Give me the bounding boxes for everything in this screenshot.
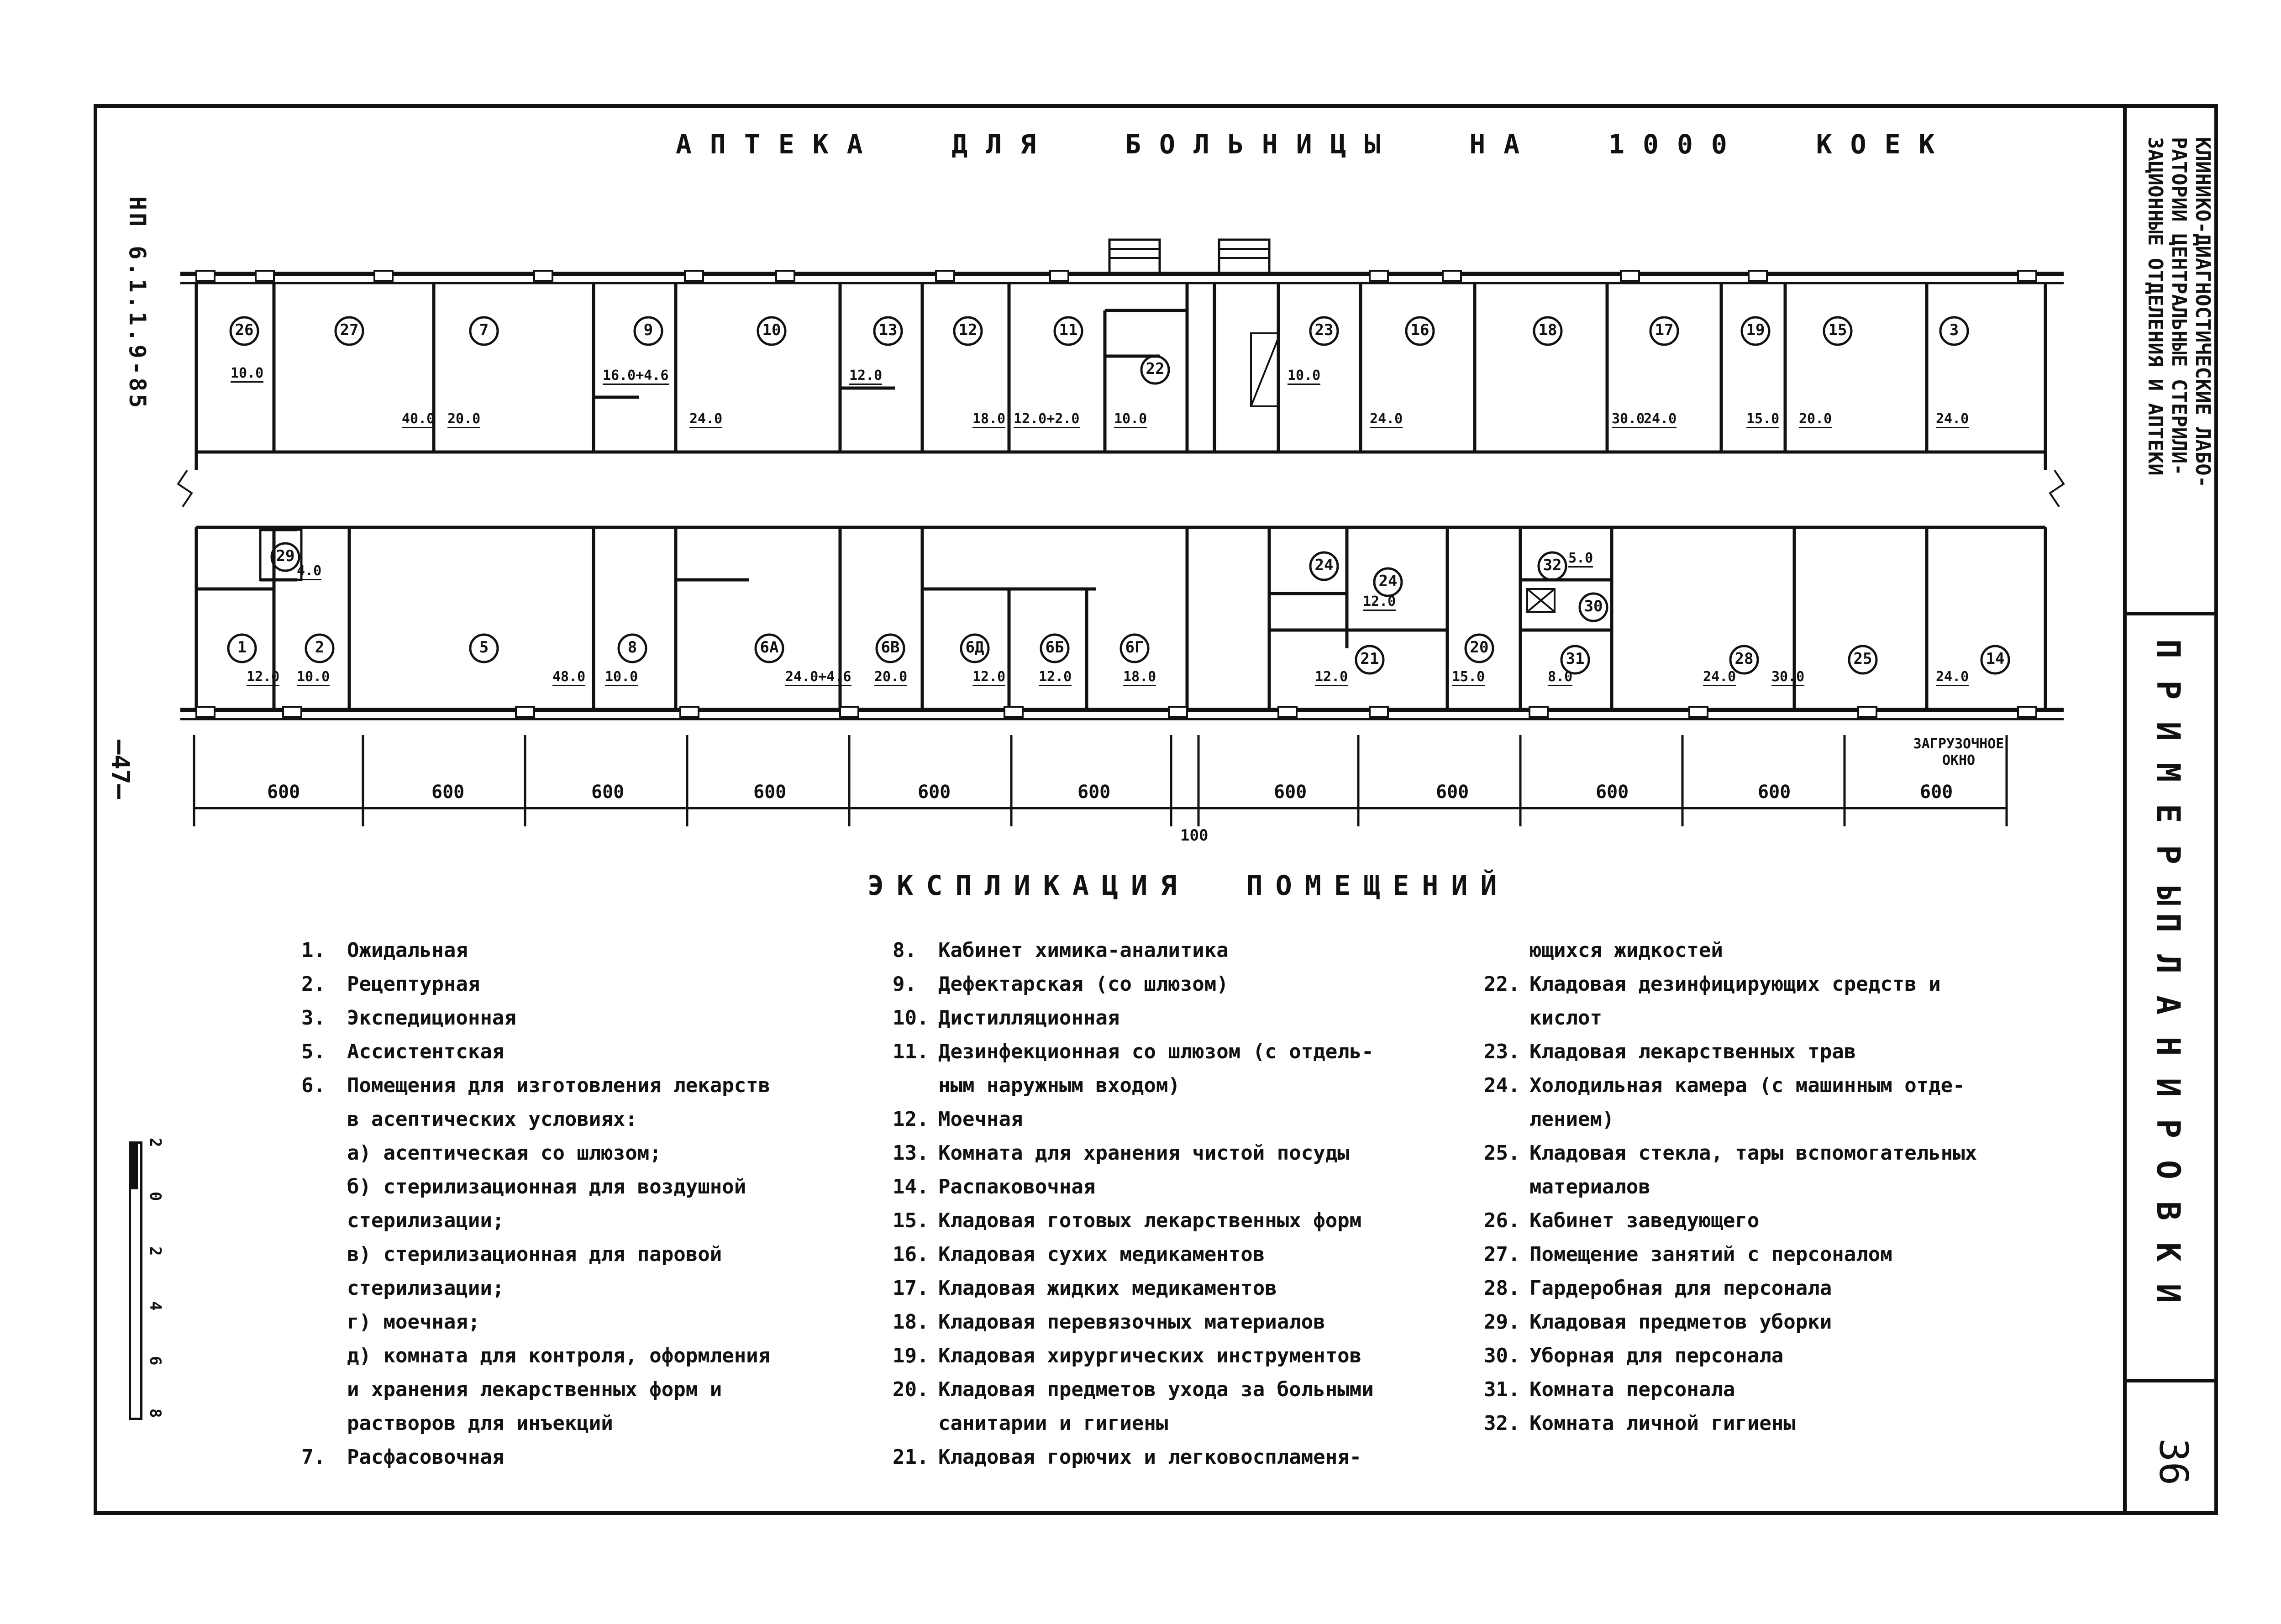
legend-item (1484, 1373, 2100, 1407)
legend-item-text: Уборная для персонала (1529, 1344, 1784, 1367)
room-area: 18.0 (972, 411, 1005, 428)
legend-item-text: Помещения для изготовления лекарств (347, 1074, 771, 1097)
legend-item (893, 934, 1486, 967)
legend-item-number: 21. (893, 1445, 929, 1469)
dimension-label: 600 (431, 782, 465, 803)
room-area: 30.0 (1612, 411, 1645, 428)
legend-item-number: 32. (1484, 1412, 1520, 1435)
room-number: 8 (627, 638, 637, 657)
room-number: 19 (1746, 321, 1765, 339)
legend-item-text: Кладовая перевязочных материалов (938, 1310, 1325, 1334)
legend-item (1484, 1035, 2100, 1069)
legend-item (301, 1339, 895, 1373)
legend-item (301, 1238, 895, 1272)
legend-item-text: в асептических условиях: (347, 1108, 637, 1131)
legend-item-text: Кладовая предметов ухода за больными (938, 1378, 1374, 1401)
legend-item-number: 6. (301, 1074, 326, 1097)
room-area: 8.0 (1548, 669, 1572, 686)
room-area: 10.0 (297, 669, 330, 686)
legend-item-number: 17. (893, 1277, 929, 1300)
legend-item-text: Комната для хранения чистой посуды (938, 1141, 1350, 1165)
room-number: 23 (1314, 321, 1334, 339)
legend-item (893, 1136, 1486, 1170)
legend-item-number: 13. (893, 1141, 929, 1165)
legend-item-number: 20. (893, 1378, 929, 1401)
room-area: 12.0 (247, 669, 279, 686)
legend-item (893, 1035, 1486, 1069)
explication-title: ЭКСПЛИКАЦИЯ ПОМЕЩЕНИЙ (867, 870, 1510, 902)
room-number: 17 (1655, 321, 1674, 339)
room-area: 12.0 (1039, 669, 1072, 686)
dimension-label: 600 (1274, 782, 1307, 803)
legend-item-text: ным наружным входом) (938, 1074, 1180, 1097)
legend-item (893, 1440, 1486, 1474)
legend-item-text: г) моечная; (347, 1310, 480, 1334)
room-area: 24.0 (1644, 411, 1677, 428)
room-area: 12.0 (849, 368, 882, 385)
room-number: 28 (1734, 650, 1754, 668)
legend-item-text: Кладовая сухих медикаментов (938, 1243, 1265, 1266)
room-area: 10.0 (231, 365, 263, 383)
room-area: 16.0+4.6 (603, 368, 669, 385)
legend-item (301, 1407, 895, 1440)
legend-item-text: санитарии и гигиены (938, 1412, 1168, 1435)
legend-item (301, 1136, 895, 1170)
room-number: 29 (276, 547, 295, 565)
room-area: 20.0 (447, 411, 480, 428)
room-number: 14 (1986, 650, 2005, 668)
room-area: 30.0 (1771, 669, 1804, 686)
room-area: 24.0 (1703, 669, 1736, 686)
page-number: 36 (2150, 1438, 2196, 1486)
room-area: 40.0 (402, 411, 435, 428)
legend-item (893, 1407, 1486, 1440)
legend-item (301, 1001, 895, 1035)
legend-item-text: Дистилляционная (938, 1006, 1120, 1030)
legend-item-number: 9. (893, 972, 917, 996)
legend-item (893, 1305, 1486, 1339)
room-number: 6А (760, 638, 779, 657)
legend-item (893, 1001, 1486, 1035)
legend-item-number: 30. (1484, 1344, 1520, 1367)
side-section-examples: ПРИМЕРЫ (2150, 639, 2187, 928)
room-area: 12.0 (1363, 594, 1396, 611)
room-number: 24 (1314, 556, 1334, 574)
legend-item-text: стерилизации; (347, 1209, 505, 1232)
legend-item-text: растворов для инъекций (347, 1412, 613, 1435)
room-area: 20.0 (874, 669, 907, 686)
side-section-plans: ПЛАНИРОВКИ (2150, 913, 2187, 1325)
legend-item (1484, 967, 2100, 1001)
dimension-label: 600 (1436, 782, 1469, 803)
legend-item-text: Кладовая хирургических инструментов (938, 1344, 1362, 1367)
legend-item (1484, 1238, 2100, 1272)
legend-item (301, 1373, 895, 1407)
legend-item-text: Дефектарская (со шлюзом) (938, 972, 1229, 996)
room-area: 24.0+4.6 (785, 669, 851, 686)
legend-item (301, 1069, 895, 1103)
legend-item (1484, 1305, 2100, 1339)
legend-item-number: 5. (301, 1040, 326, 1063)
scale-label: 2 (146, 1246, 164, 1256)
room-area: 18.0 (1123, 669, 1156, 686)
dimension-label: 600 (1596, 782, 1629, 803)
legend-item (1484, 1407, 2100, 1440)
legend-item (1484, 1103, 2100, 1136)
legend-item-text: Кабинет химика-аналитика (938, 939, 1229, 962)
legend-item (893, 1238, 1486, 1272)
legend-item-text: ющихся жидкостей (1529, 939, 1723, 962)
legend-item-text: Ожидальная (347, 939, 468, 962)
legend-item-text: Комната личной гигиены (1529, 1412, 1796, 1435)
legend-item (301, 1305, 895, 1339)
legend-item-text: Кладовая горючих и легковоспламеня- (938, 1445, 1362, 1469)
dimension-label: 600 (918, 782, 951, 803)
legend-item (301, 1272, 895, 1305)
plan-title: АПТЕКА ДЛЯ БОЛЬНИЦЫ НА 1000 КОЕК (676, 129, 1953, 160)
legend-item-text: лением) (1529, 1108, 1614, 1131)
legend-item-text: Кладовая готовых лекарственных форм (938, 1209, 1362, 1232)
scale-bar-fill (131, 1144, 138, 1189)
legend-item-number: 22. (1484, 972, 1520, 996)
legend-item (1484, 1204, 2100, 1238)
legend-item-text: Кладовая дезинфицирующих средств и (1529, 972, 1941, 996)
doc-code: НП 6.1.1.9-85 (124, 196, 151, 411)
room-number: 24 (1378, 572, 1398, 590)
legend-item (301, 1440, 895, 1474)
room-number: 6В (881, 638, 900, 657)
room-number: 26 (235, 321, 254, 339)
legend-item-text: Дезинфекционная со шлюзом (с отдель- (938, 1040, 1374, 1063)
legend-item (301, 1204, 895, 1238)
legend-item-text: Кладовая жидких медикаментов (938, 1277, 1277, 1300)
legend-item-number: 2. (301, 972, 326, 996)
dimension-label: 600 (267, 782, 300, 803)
dimension-label: 600 (1077, 782, 1111, 803)
room-area: 5.0 (1568, 550, 1593, 568)
legend-item (893, 1373, 1486, 1407)
legend-item-text: Экспедиционная (347, 1006, 516, 1030)
legend-item-number: 29. (1484, 1310, 1520, 1334)
room-number: 20 (1470, 638, 1489, 657)
legend-item-text: Рецептурная (347, 972, 480, 996)
legend-item (301, 1103, 895, 1136)
room-number: 6Г (1125, 638, 1144, 657)
side-divider-2 (2127, 1379, 2218, 1382)
room-number: 12 (958, 321, 978, 339)
room-area: 12.0+2.0 (1014, 411, 1080, 428)
room-number: 16 (1410, 321, 1430, 339)
legend-column-1 (301, 934, 895, 1474)
legend-item (893, 1103, 1486, 1136)
room-area: 24.0 (689, 411, 722, 428)
legend-item (1484, 1272, 2100, 1305)
legend-item-text: д) комната для контроля, оформления (347, 1344, 771, 1367)
legend-item (1484, 1069, 2100, 1103)
room-number: 30 (1584, 597, 1603, 615)
room-number: 27 (340, 321, 359, 339)
room-area: 10.0 (605, 669, 638, 686)
room-number: 10 (762, 321, 781, 339)
legend-item-text: Моечная (938, 1108, 1023, 1131)
legend-item-number: 14. (893, 1175, 929, 1198)
room-area: 24.0 (1936, 669, 1969, 686)
room-area: 15.0 (1452, 669, 1485, 686)
legend-item (301, 1170, 895, 1204)
legend-item-number: 26. (1484, 1209, 1520, 1232)
legend-item (893, 1170, 1486, 1204)
dimension-label: 600 (1758, 782, 1791, 803)
scale-label: 6 (146, 1356, 164, 1366)
legend-item-text: кислот (1529, 1006, 1602, 1030)
page-marker: —47— (106, 740, 135, 799)
legend-item-number: 15. (893, 1209, 929, 1232)
legend-column-3 (1484, 934, 2100, 1440)
legend-item-number: 11. (893, 1040, 929, 1063)
legend-item (301, 967, 895, 1001)
legend-column-2 (893, 934, 1486, 1474)
loading-window-label: ЗАГРУЗОЧНОЕ ОКНО (1913, 736, 2004, 768)
legend-item-text: б) стерилизационная для воздушной (347, 1175, 746, 1198)
room-number: 9 (643, 321, 653, 339)
room-number: 15 (1828, 321, 1847, 339)
legend-item-number: 24. (1484, 1074, 1520, 1097)
room-number: 13 (878, 321, 898, 339)
room-number: 32 (1543, 556, 1562, 574)
legend-item-text: Кладовая лекарственных трав (1529, 1040, 1856, 1063)
legend-item-text: Кладовая стекла, тары вспомогательных (1529, 1141, 1977, 1165)
room-area: 20.0 (1799, 411, 1832, 428)
legend-item-number: 7. (301, 1445, 326, 1469)
scale-label: 0 (146, 1192, 164, 1201)
room-area: 10.0 (1114, 411, 1147, 428)
legend-item-text: а) асептическая со шлюзом; (347, 1141, 662, 1165)
legend-item-number: 23. (1484, 1040, 1520, 1063)
legend-item (301, 1035, 895, 1069)
room-number: 25 (1853, 650, 1872, 668)
legend-item-text: Распаковочная (938, 1175, 1096, 1198)
legend-item-number: 25. (1484, 1141, 1520, 1165)
legend-item-text: Ассистентская (347, 1040, 505, 1063)
legend-item-text: материалов (1529, 1175, 1650, 1198)
room-area: 4.0 (297, 563, 321, 580)
legend-item-text: Холодильная камера (с машинным отде- (1529, 1074, 1965, 1097)
scale-label: 8 (146, 1409, 164, 1418)
dimension-label: 600 (753, 782, 787, 803)
legend-item-number: 27. (1484, 1243, 1520, 1266)
room-area: 10.0 (1288, 368, 1320, 385)
legend-item-number: 28. (1484, 1277, 1520, 1300)
scale-label: 4 (146, 1301, 164, 1311)
room-area: 15.0 (1746, 411, 1779, 428)
legend-item (301, 934, 895, 967)
dimension-small-label: 100 (1180, 826, 1209, 845)
room-area: 24.0 (1936, 411, 1969, 428)
room-number: 11 (1059, 321, 1078, 339)
side-header: КЛИНИКО-ДИАГНОСТИЧЕСКИЕ ЛАБО- РАТОРИИ ЦЕНТРАЛЬНЫЕ СТЕРИЛИ- ЗАЦИОННЫЕ ОТДЕЛЕНИЯ И АПТЕКИ (2144, 137, 2214, 488)
room-area: 48.0 (552, 669, 585, 686)
legend-item-text: стерилизации; (347, 1277, 505, 1300)
legend-item (893, 1339, 1486, 1373)
legend-item-text: Гардеробная для персонала (1529, 1277, 1832, 1300)
legend-item-number: 10. (893, 1006, 929, 1030)
room-number: 22 (1146, 360, 1165, 378)
room-number: 7 (479, 321, 489, 339)
room-area: 24.0 (1370, 411, 1403, 428)
legend-item-number: 31. (1484, 1378, 1520, 1401)
legend-item-text: Расфасовочная (347, 1445, 505, 1469)
legend-item-text: Комната персонала (1529, 1378, 1735, 1401)
dimension-label: 600 (1920, 782, 1953, 803)
legend-item-number: 18. (893, 1310, 929, 1334)
legend-item-text: в) стерилизационная для паровой (347, 1243, 722, 1266)
legend-item-text: Помещение занятий с персоналом (1529, 1243, 1892, 1266)
legend-item (893, 1272, 1486, 1305)
legend-item (893, 967, 1486, 1001)
legend-item-text: и хранения лекарственных форм и (347, 1378, 722, 1401)
legend-item-number: 8. (893, 939, 917, 962)
legend-item-number: 1. (301, 939, 326, 962)
legend-item (893, 1204, 1486, 1238)
legend-item (1484, 1001, 2100, 1035)
legend-item-number: 12. (893, 1108, 929, 1131)
room-number: 18 (1538, 321, 1557, 339)
room-number: 21 (1360, 650, 1379, 668)
room-number: 2 (315, 638, 325, 657)
legend-item-number: 16. (893, 1243, 929, 1266)
room-number: 6Б (1045, 638, 1064, 657)
legend-item-number: 19. (893, 1344, 929, 1367)
legend-item-text: Кладовая предметов уборки (1529, 1310, 1832, 1334)
legend-item (1484, 1339, 2100, 1373)
dimension-label: 600 (591, 782, 625, 803)
room-number: 1 (237, 638, 247, 657)
room-number: 5 (479, 638, 489, 657)
legend-item (1484, 1136, 2100, 1170)
scale-label: 2 (146, 1138, 164, 1147)
legend-item (893, 1069, 1486, 1103)
legend-item (1484, 934, 2100, 967)
legend-item (1484, 1170, 2100, 1204)
room-number: 6Д (965, 638, 984, 657)
legend-item-number: 3. (301, 1006, 326, 1030)
room-area: 12.0 (1315, 669, 1348, 686)
room-number: 31 (1566, 650, 1585, 668)
room-area: 12.0 (972, 669, 1005, 686)
room-number: 3 (1949, 321, 1959, 339)
legend-item-text: Кабинет заведующего (1529, 1209, 1760, 1232)
